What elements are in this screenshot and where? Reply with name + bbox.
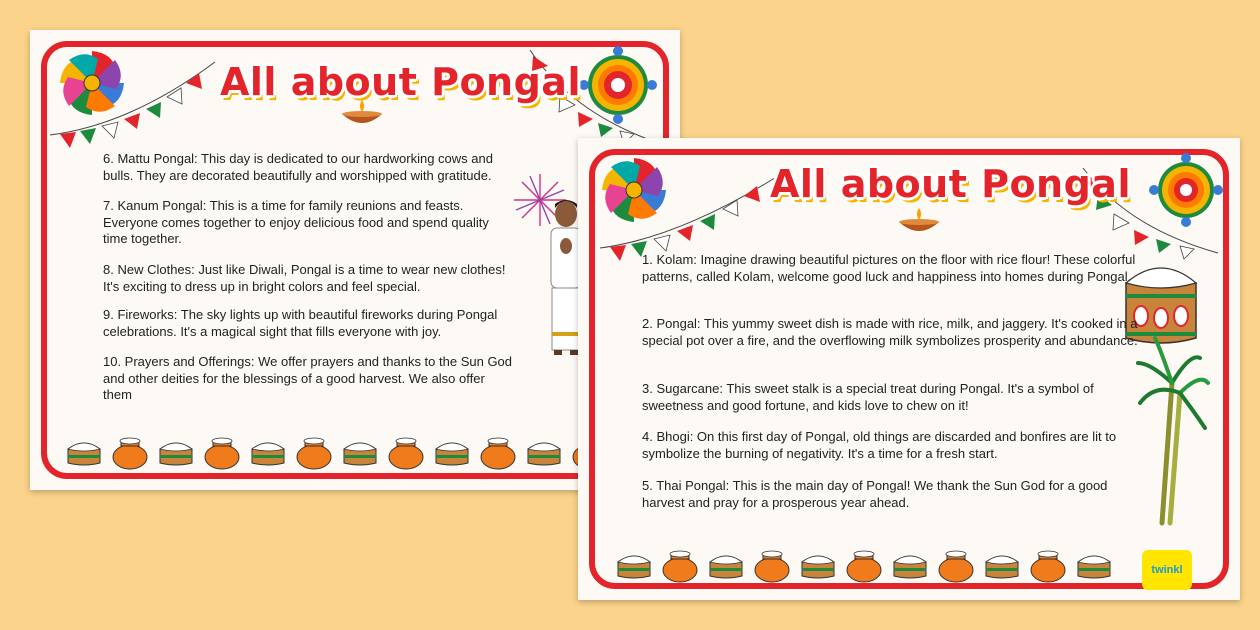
back-paragraph-7: 7. Kanum Pongal: This is a time for family reunions and feasts. Everyone comes together to enjoy delicious food and spend quality time together.: [103, 198, 489, 246]
front-sheet-title: All about Pongal: [770, 162, 1131, 206]
rice-basket-icon: [344, 443, 376, 465]
front-paragraph-2: 2. Pongal: This yummy sweet dish is made with rice, milk, and jaggery. It's cooked in a special pot over a fire, and the overflowing milk symbolizes prosperity and abundance.: [642, 316, 1138, 348]
kolam-pinwheel-icon: [602, 158, 666, 222]
clay-pot-icon: [389, 438, 423, 469]
front-paragraph-1: 1. Kolam: Imagine drawing beautiful pictures on the floor with rice flour! These colorful patterns, called Kolam, welcome good luck and happiness into homes during Pongal.: [642, 252, 1136, 284]
twinkl-logo: twinkl: [1142, 550, 1192, 590]
clay-pot-icon: [847, 551, 881, 582]
rice-basket-icon: [528, 443, 560, 465]
clay-pot-icon: [297, 438, 331, 469]
front-paragraph-4: 4. Bhogi: On this first day of Pongal, old things are discarded and bonfires are lit to symbolize the burning of negativity. It's a time for a fresh start.: [642, 429, 1117, 461]
rice-basket-icon: [986, 556, 1018, 578]
rice-basket-icon: [618, 556, 650, 578]
sugarcane-icon: [1138, 338, 1208, 523]
front-sheet-decorations: [578, 138, 1240, 600]
rice-basket-icon: [252, 443, 284, 465]
kolam-flower-icon: [1149, 153, 1223, 227]
back-paragraph-10: 10. Prayers and Offerings: We offer prayers and thanks to the Sun God and other deities for the blessings of a good harvest. We also offer them: [103, 354, 513, 402]
clay-pot-icon: [663, 551, 697, 582]
rice-basket-icon: [436, 443, 468, 465]
clay-pot-icon: [113, 438, 147, 469]
clay-pot-icon: [205, 438, 239, 469]
rice-basket-icon: [160, 443, 192, 465]
rice-basket-icon: [710, 556, 742, 578]
back-paragraph-6: 6. Mattu Pongal: This day is dedicated to our hardworking cows and bulls. They are decorated beautifully and worshipped with gratitude.: [103, 151, 493, 183]
boy-illustration-icon: [551, 200, 581, 355]
clay-pot-icon: [1031, 551, 1065, 582]
clay-pot-icon: [939, 551, 973, 582]
diya-lamp-icon: [899, 208, 939, 231]
rice-basket-icon: [1078, 556, 1110, 578]
back-paragraph-8: 8. New Clothes: Just like Diwali, Pongal is a time to wear new clothes! It's exciting to dress up in bright colors and feel special.: [103, 262, 506, 294]
kolam-flower-icon: [579, 46, 657, 124]
front-paragraph-5: 5. Thai Pongal: This is the main day of Pongal! We thank the Sun God for a good harvest and pray for a prosperous year ahead.: [642, 478, 1108, 510]
clay-pot-icon: [755, 551, 789, 582]
front-paragraph-3: 3. Sugarcane: This sweet stalk is a special treat during Pongal. It's a symbol of sweetness and good fortune, and kids love to chew on it!: [642, 381, 1094, 413]
rice-basket-icon: [894, 556, 926, 578]
kolam-pinwheel-icon: [60, 51, 124, 115]
clay-pot-icon: [481, 438, 515, 469]
back-paragraph-9: 9. Fireworks: The sky lights up with beautiful fireworks during Pongal celebrations. It's a magical sight that fills everyone with joy.: [103, 307, 498, 339]
front-sheet: [578, 138, 1240, 600]
back-sheet-title: All about Pongal: [220, 60, 581, 104]
rice-basket-icon: [68, 443, 100, 465]
rice-basket-icon: [802, 556, 834, 578]
